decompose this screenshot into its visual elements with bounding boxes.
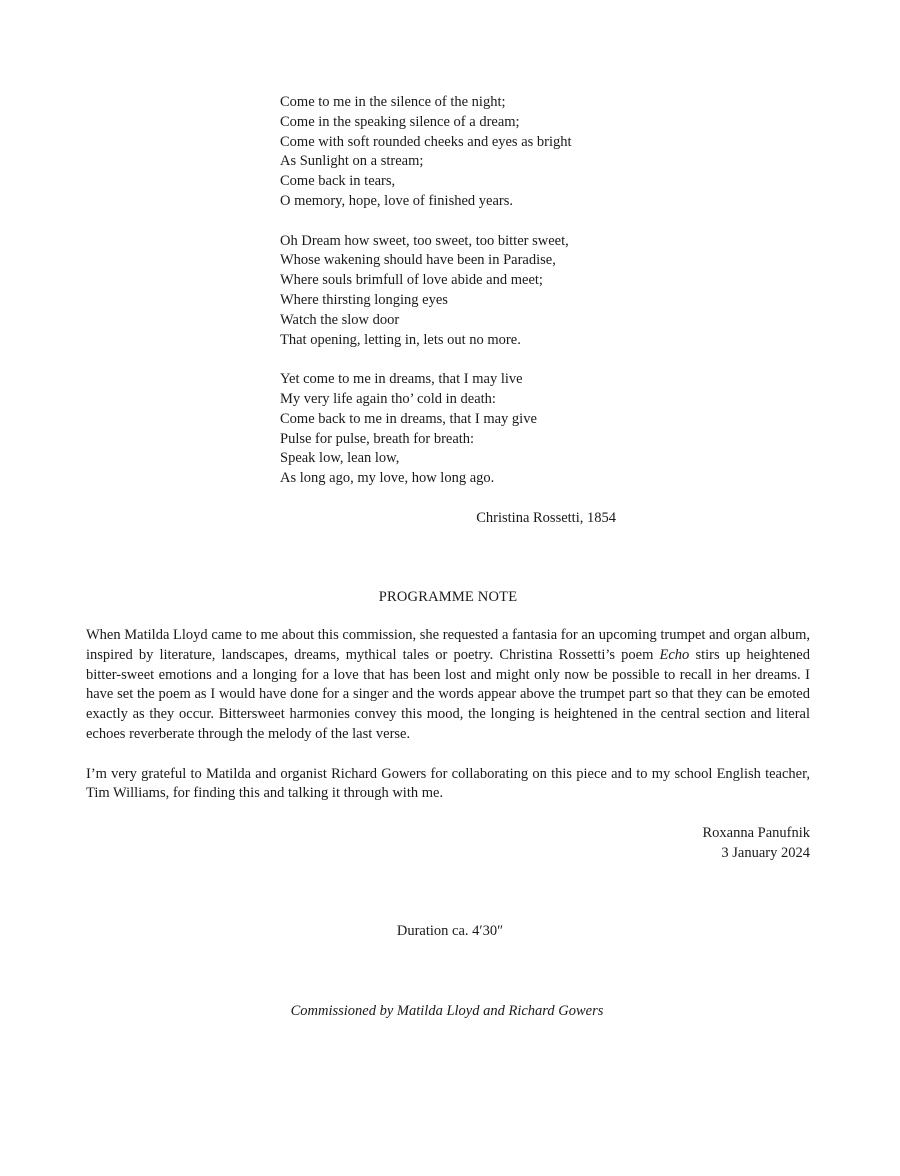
signature-block	[560, 823, 810, 863]
commission-credit: Commissioned by Matilda Lloyd and Richard Gowers	[290, 1003, 604, 1019]
poem-stanza-3	[280, 370, 620, 489]
poem-line: My very life again tho’ cold in death:	[280, 390, 496, 407]
paragraph-text: stirs up heightened bitter-sweet emotions and a longing for a love that has been lost and might only now be possible to recall in her dreams. I have set the poem as I would have done for a singer and the words appear above the trumpet part so that they can be emoted exactly as they occur. Bittersweet harmonies convey this mood, the longing is heightened in the central section and literal echoes reverberate through the melody of the last verse.	[86, 646, 810, 742]
poem-line: Speak low, lean low,	[280, 450, 400, 467]
poem-line: Whose wakening should have been in Paradise,	[280, 252, 556, 269]
poem-line: Where souls brimfull of love abide and meet;	[280, 272, 543, 289]
poem-line: Come to me in the silence of the night;	[280, 94, 506, 110]
programme-note-heading: PROGRAMME NOTE	[378, 589, 518, 605]
poem-line: Pulse for pulse, breath for breath:	[280, 430, 475, 447]
poem-line: Come back in tears,	[280, 173, 396, 190]
signature-date: 3 January 2024	[721, 845, 810, 861]
programme-note-paragraph-2: I’m very grateful to Matilda and organist Richard Gowers for collaborating on this piece and to my school English teacher, Tim Williams, for finding this and talking it through with me.	[86, 765, 810, 802]
poem-line: Watch the slow door	[280, 311, 400, 328]
poem-line: Where thirsting longing eyes	[280, 291, 448, 308]
poem	[280, 93, 620, 509]
duration: Duration ca. 4′30″	[396, 923, 504, 939]
poem-stanza-1	[280, 93, 620, 212]
paragraph-text: When Matilda Lloyd came to me about this commission, she requested a fantasia for an upcoming trumpet and organ album, inspired by literature, landscapes, dreams, mythical tales or poetry. Christina Rossetti’s poem	[86, 627, 810, 663]
poem-line: Oh Dream how sweet, too sweet, too bitter sweet,	[280, 232, 569, 249]
poem-line: As long ago, my love, how long ago.	[280, 470, 495, 487]
poem-line: Come back to me in dreams, that I may give	[280, 410, 537, 427]
poem-line: Yet come to me in dreams, that I may live	[280, 371, 523, 388]
poem-stanza-2	[280, 232, 620, 351]
poem-line: Come in the speaking silence of a dream;	[280, 113, 520, 130]
poem-line: As Sunlight on a stream;	[280, 153, 424, 170]
composer-name: Roxanna Panufnik	[702, 825, 810, 841]
poem-line: O memory, hope, love of finished years.	[280, 192, 514, 209]
programme-note-body	[86, 626, 810, 824]
poem-attribution: Christina Rossetti, 1854	[476, 510, 616, 526]
programme-note-paragraph-1	[86, 626, 810, 745]
poem-title: Echo	[659, 646, 690, 663]
poem-line: That opening, letting in, lets out no more.	[280, 331, 521, 348]
poem-line: Come with soft rounded cheeks and eyes as bright	[280, 133, 572, 150]
